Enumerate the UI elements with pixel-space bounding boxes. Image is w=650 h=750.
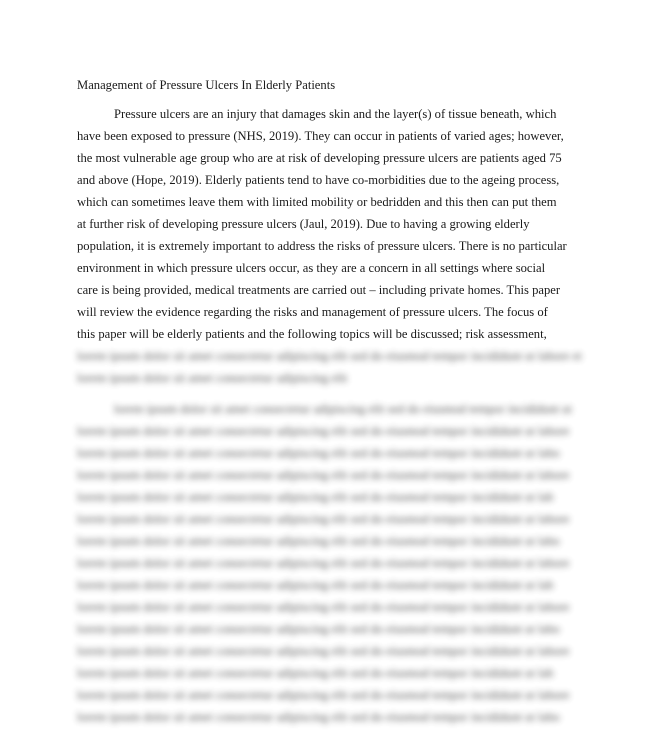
- blurred-line: lorem ipsum dolor sit amet consectetur adipiscing elit sed do eiusmod tempor incididunt ut labo: [77, 710, 560, 724]
- blurred-line: lorem ipsum dolor sit amet consectetur adipiscing elit sed do eiusmod tempor incididunt ut lab: [77, 490, 554, 504]
- blurred-line: lorem ipsum dolor sit amet consectetur adipiscing elit sed do eiusmod tempor incididunt ut lab: [77, 666, 554, 680]
- paragraph-line: population, it is extremely important to address the risks of pressure ulcers. There is no particular: [77, 239, 567, 253]
- paragraph-line: the most vulnerable age group who are at risk of developing pressure ulcers are patients aged 75: [77, 151, 562, 165]
- blurred-line: lorem ipsum dolor sit amet consectetur adipiscing elit sed do eiusmod tempor incididunt ut labore: [77, 468, 570, 482]
- blurred-line: lorem ipsum dolor sit amet consectetur adipiscing elit sed do eiusmod tempor incididunt ut labore: [77, 600, 570, 614]
- paragraph-line: will review the evidence regarding the risks and management of pressure ulcers. The focus of: [77, 305, 548, 319]
- blurred-line: lorem ipsum dolor sit amet consectetur adipiscing elit sed do eiusmod tempor incididunt ut lab: [77, 578, 554, 592]
- blurred-line: lorem ipsum dolor sit amet consectetur adipiscing elit sed do eiusmod tempor incididunt ut labo: [77, 446, 560, 460]
- paragraph-line: at further risk of developing pressure ulcers (Jaul, 2019). Due to having a growing elderly: [77, 217, 530, 231]
- blurred-line: lorem ipsum dolor sit amet consectetur adipiscing elit sed do eiusmod tempor incididunt ut labo: [77, 534, 560, 548]
- blurred-line: lorem ipsum dolor sit amet consectetur adipiscing elit sed do eiusmod tempor incididunt ut labore: [77, 556, 570, 570]
- paragraph-line: environment in which pressure ulcers occur, as they are a concern in all settings where social: [77, 261, 546, 275]
- blurred-line: lorem ipsum dolor sit amet consectetur adipiscing elit sed do eiusmod tempor incididunt ut labo: [77, 622, 560, 636]
- paragraph-line: have been exposed to pressure (NHS, 2019). They can occur in patients of varied ages; however,: [77, 129, 564, 143]
- paragraph-line: care is being provided, medical treatments are carried out – including private homes. This paper: [77, 283, 561, 297]
- blurred-line: lorem ipsum dolor sit amet consectetur adipiscing elit sed do eiusmod tempor incididunt ut: [114, 402, 572, 416]
- blurred-paragraph-2: [77, 398, 577, 728]
- blurred-line: lorem ipsum dolor sit amet consectetur adipiscing elit sed do eiusmod tempor incididunt ut labore et: [77, 349, 582, 363]
- blurred-line: lorem ipsum dolor sit amet consectetur adipiscing elit sed do eiusmod tempor incididunt ut labore: [77, 688, 570, 702]
- paragraph-1: [77, 103, 577, 345]
- blurred-line: lorem ipsum dolor sit amet consectetur adipiscing elit sed do eiusmod tempor incididunt ut labore: [77, 424, 570, 438]
- paragraph-line: Pressure ulcers are an injury that damages skin and the layer(s) of tissue beneath, which: [114, 107, 557, 121]
- blurred-paragraph-1-tail: [77, 345, 582, 389]
- document-title: Management of Pressure Ulcers In Elderly Patients: [77, 78, 336, 92]
- paragraph-line: this paper will be elderly patients and the following topics will be discussed; risk assessment,: [77, 327, 547, 341]
- blurred-line: lorem ipsum dolor sit amet consectetur adipiscing elit sed do eiusmod tempor incididunt ut labore: [77, 512, 570, 526]
- blurred-line: lorem ipsum dolor sit amet consectetur adipiscing elit sed do eiusmod tempor incididunt ut labore: [77, 644, 570, 658]
- blurred-line: lorem ipsum dolor sit amet consectetur adipiscing elit: [77, 371, 348, 385]
- paragraph-line: which can sometimes leave them with limited mobility or bedridden and this then can put them: [77, 195, 557, 209]
- paragraph-line: and above (Hope, 2019). Elderly patients tend to have co-morbidities due to the ageing process,: [77, 173, 560, 187]
